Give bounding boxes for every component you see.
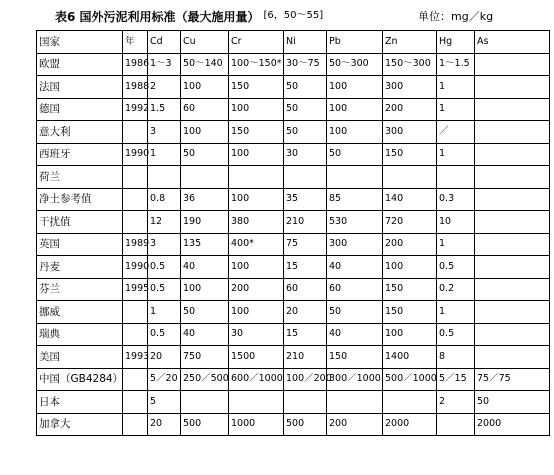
cell-as: 75／75 <box>475 368 550 391</box>
cell-country: 德国 <box>37 98 123 121</box>
cell-cd: 0.5 <box>148 256 181 279</box>
cell-as <box>475 76 550 99</box>
header-cu: Cu <box>181 31 229 54</box>
cell-cr: 600／1000 <box>229 368 284 391</box>
cell-country: 法国 <box>37 76 123 99</box>
header-cd: Cd <box>148 31 181 54</box>
cell-cu: 36 <box>181 188 229 211</box>
cell-hg: 0.3 <box>437 188 475 211</box>
cell-cr: 100 <box>229 143 284 166</box>
cell-ni: 50 <box>284 98 327 121</box>
table-caption <box>55 6 323 25</box>
cell-pb: 50 <box>327 301 383 324</box>
cell-cu: 100 <box>181 121 229 144</box>
cell-zn: 720 <box>383 211 437 234</box>
cell-cd: 0.5 <box>148 323 181 346</box>
cell-country: 美国 <box>37 346 123 369</box>
cell-pb: 60 <box>327 278 383 301</box>
cell-zn <box>383 166 437 189</box>
cell-as <box>475 278 550 301</box>
cell-cu <box>181 391 229 414</box>
cell-year <box>123 121 148 144</box>
cell-hg: 0.2 <box>437 278 475 301</box>
cell-country: 欧盟 <box>37 53 123 76</box>
cell-cu: 100 <box>181 278 229 301</box>
cell-hg: ／ <box>437 121 475 144</box>
cell-pb: 40 <box>327 256 383 279</box>
cell-year <box>123 368 148 391</box>
cell-pb <box>327 166 383 189</box>
cell-hg: 1 <box>437 98 475 121</box>
header-cr: Cr <box>229 31 284 54</box>
cell-pb: 50 <box>327 143 383 166</box>
cell-pb <box>327 391 383 414</box>
cell-as <box>475 301 550 324</box>
cell-hg <box>437 413 475 436</box>
cell-ni: 210 <box>284 346 327 369</box>
cell-ni: 75 <box>284 233 327 256</box>
cell-pb: 100 <box>327 121 383 144</box>
cell-as: 2000 <box>475 413 550 436</box>
cell-country: 净土参考值 <box>37 188 123 211</box>
table-row <box>37 76 550 99</box>
cell-as <box>475 346 550 369</box>
cell-cr: 100 <box>229 301 284 324</box>
table-row <box>37 323 550 346</box>
cell-cd: 0.8 <box>148 188 181 211</box>
cell-pb: 40 <box>327 323 383 346</box>
cell-cr <box>229 166 284 189</box>
cell-ni: 15 <box>284 256 327 279</box>
cell-country: 丹麦 <box>37 256 123 279</box>
cell-ni: 50 <box>284 121 327 144</box>
cell-hg: 2 <box>437 391 475 414</box>
table-row <box>37 143 550 166</box>
cell-pb: 100 <box>327 98 383 121</box>
table-row <box>37 188 550 211</box>
cell-ni <box>284 166 327 189</box>
cell-ni: 50 <box>284 76 327 99</box>
cell-year <box>123 323 148 346</box>
cell-cu: 50 <box>181 301 229 324</box>
cell-country: 荷兰 <box>37 166 123 189</box>
cell-cu: 40 <box>181 323 229 346</box>
cell-ni: 30 <box>284 143 327 166</box>
cell-hg: 0.5 <box>437 323 475 346</box>
cell-pb: 150 <box>327 346 383 369</box>
cell-ni: 100／200 <box>284 368 327 391</box>
cell-as <box>475 166 550 189</box>
cell-ni: 20 <box>284 301 327 324</box>
cell-ni <box>284 391 327 414</box>
cell-year: 1986 <box>123 53 148 76</box>
table-row <box>37 121 550 144</box>
cell-hg: 10 <box>437 211 475 234</box>
cell-cu: 100 <box>181 76 229 99</box>
cell-as <box>475 211 550 234</box>
cell-cr: 1000 <box>229 413 284 436</box>
cell-ni: 210 <box>284 211 327 234</box>
cell-cr: 200 <box>229 278 284 301</box>
cell-country: 干扰值 <box>37 211 123 234</box>
cell-year: 1990 <box>123 256 148 279</box>
cell-cu: 60 <box>181 98 229 121</box>
cell-ni: 60 <box>284 278 327 301</box>
cell-cd: 1～3 <box>148 53 181 76</box>
caption-text: 表6 国外污泥利用标准（最大施用量） <box>55 10 260 24</box>
cell-country: 中国（GB4284） <box>37 368 123 391</box>
cell-year <box>123 188 148 211</box>
cell-cr: 150 <box>229 76 284 99</box>
cell-cd: 1 <box>148 301 181 324</box>
table-row <box>37 391 550 414</box>
cell-cd: 1.5 <box>148 98 181 121</box>
caption-reference: [6，50～55] <box>263 10 324 21</box>
cell-cu: 500 <box>181 413 229 436</box>
unit-label: 单位：mg／kg <box>418 10 494 23</box>
cell-hg: 5／15 <box>437 368 475 391</box>
cell-zn <box>383 391 437 414</box>
cell-year <box>123 211 148 234</box>
cell-zn: 150 <box>383 301 437 324</box>
cell-cd: 12 <box>148 211 181 234</box>
cell-cd <box>148 166 181 189</box>
cell-ni: 15 <box>284 323 327 346</box>
cell-cd: 0.5 <box>148 278 181 301</box>
cell-hg: 8 <box>437 346 475 369</box>
cell-cd: 1 <box>148 143 181 166</box>
cell-cu: 50 <box>181 143 229 166</box>
cell-cu: 40 <box>181 256 229 279</box>
cell-hg <box>437 166 475 189</box>
table-row <box>37 256 550 279</box>
cell-zn: 150 <box>383 143 437 166</box>
cell-hg: 1 <box>437 233 475 256</box>
cell-hg: 1 <box>437 143 475 166</box>
table-row <box>37 301 550 324</box>
cell-year <box>123 391 148 414</box>
cell-country: 西班牙 <box>37 143 123 166</box>
cell-cr: 380 <box>229 211 284 234</box>
cell-pb: 300／1000 <box>327 368 383 391</box>
header-country: 国家 <box>37 31 123 54</box>
cell-country: 挪威 <box>37 301 123 324</box>
cell-zn: 140 <box>383 188 437 211</box>
table-row <box>37 346 550 369</box>
header-row <box>37 31 550 54</box>
cell-pb: 200 <box>327 413 383 436</box>
cell-cr: 400* <box>229 233 284 256</box>
cell-pb: 50～300 <box>327 53 383 76</box>
cell-cr: 1500 <box>229 346 284 369</box>
cell-cr <box>229 391 284 414</box>
header-pb: Pb <box>327 31 383 54</box>
cell-cd: 2 <box>148 76 181 99</box>
standards-table <box>36 30 550 436</box>
cell-cu: 50～140 <box>181 53 229 76</box>
cell-ni: 30～75 <box>284 53 327 76</box>
cell-hg: 0.5 <box>437 256 475 279</box>
cell-as <box>475 98 550 121</box>
cell-year <box>123 301 148 324</box>
table-row <box>37 233 550 256</box>
table-row <box>37 211 550 234</box>
cell-zn: 200 <box>383 98 437 121</box>
cell-as <box>475 143 550 166</box>
header-hg: Hg <box>437 31 475 54</box>
cell-as <box>475 121 550 144</box>
table-row <box>37 166 550 189</box>
cell-as <box>475 53 550 76</box>
cell-cd: 3 <box>148 121 181 144</box>
cell-country: 芬兰 <box>37 278 123 301</box>
cell-year <box>123 413 148 436</box>
cell-ni: 35 <box>284 188 327 211</box>
cell-year: 1993 <box>123 346 148 369</box>
cell-as <box>475 233 550 256</box>
table-body <box>37 31 550 436</box>
cell-zn: 150～300 <box>383 53 437 76</box>
header-ni: Ni <box>284 31 327 54</box>
header-zn: Zn <box>383 31 437 54</box>
cell-pb: 530 <box>327 211 383 234</box>
cell-as <box>475 256 550 279</box>
cell-zn: 300 <box>383 76 437 99</box>
cell-zn: 100 <box>383 323 437 346</box>
cell-country: 意大利 <box>37 121 123 144</box>
table-row <box>37 413 550 436</box>
cell-pb: 85 <box>327 188 383 211</box>
cell-zn: 100 <box>383 256 437 279</box>
cell-zn: 300 <box>383 121 437 144</box>
cell-cd: 5 <box>148 391 181 414</box>
cell-zn: 1400 <box>383 346 437 369</box>
cell-as <box>475 188 550 211</box>
cell-cu: 750 <box>181 346 229 369</box>
header-year: 年 <box>123 31 148 54</box>
table-row <box>37 98 550 121</box>
cell-hg: 1～1.5 <box>437 53 475 76</box>
cell-year <box>123 166 148 189</box>
cell-country: 英国 <box>37 233 123 256</box>
cell-country: 瑞典 <box>37 323 123 346</box>
cell-cd: 5／20 <box>148 368 181 391</box>
cell-ni: 500 <box>284 413 327 436</box>
cell-cr: 100 <box>229 98 284 121</box>
cell-zn: 200 <box>383 233 437 256</box>
cell-year: 1989 <box>123 233 148 256</box>
cell-zn: 2000 <box>383 413 437 436</box>
cell-cu <box>181 166 229 189</box>
table-row <box>37 278 550 301</box>
cell-cr: 150 <box>229 121 284 144</box>
cell-cd: 20 <box>148 346 181 369</box>
cell-as <box>475 323 550 346</box>
cell-pb: 100 <box>327 76 383 99</box>
cell-cd: 20 <box>148 413 181 436</box>
cell-zn: 150 <box>383 278 437 301</box>
cell-year: 1995 <box>123 278 148 301</box>
cell-year: 1988 <box>123 76 148 99</box>
cell-cr: 100～150* <box>229 53 284 76</box>
cell-zn: 500／1000 <box>383 368 437 391</box>
cell-cu: 250／500 <box>181 368 229 391</box>
cell-hg: 1 <box>437 76 475 99</box>
cell-cu: 135 <box>181 233 229 256</box>
cell-as: 50 <box>475 391 550 414</box>
cell-year: 1992 <box>123 98 148 121</box>
header-as: As <box>475 31 550 54</box>
cell-cu: 190 <box>181 211 229 234</box>
cell-cd: 3 <box>148 233 181 256</box>
cell-year: 1990 <box>123 143 148 166</box>
cell-pb: 300 <box>327 233 383 256</box>
cell-cr: 30 <box>229 323 284 346</box>
cell-country: 日本 <box>37 391 123 414</box>
cell-cr: 100 <box>229 188 284 211</box>
cell-hg: 1 <box>437 301 475 324</box>
table-row <box>37 53 550 76</box>
cell-cr: 100 <box>229 256 284 279</box>
table-row <box>37 368 550 391</box>
cell-country: 加拿大 <box>37 413 123 436</box>
